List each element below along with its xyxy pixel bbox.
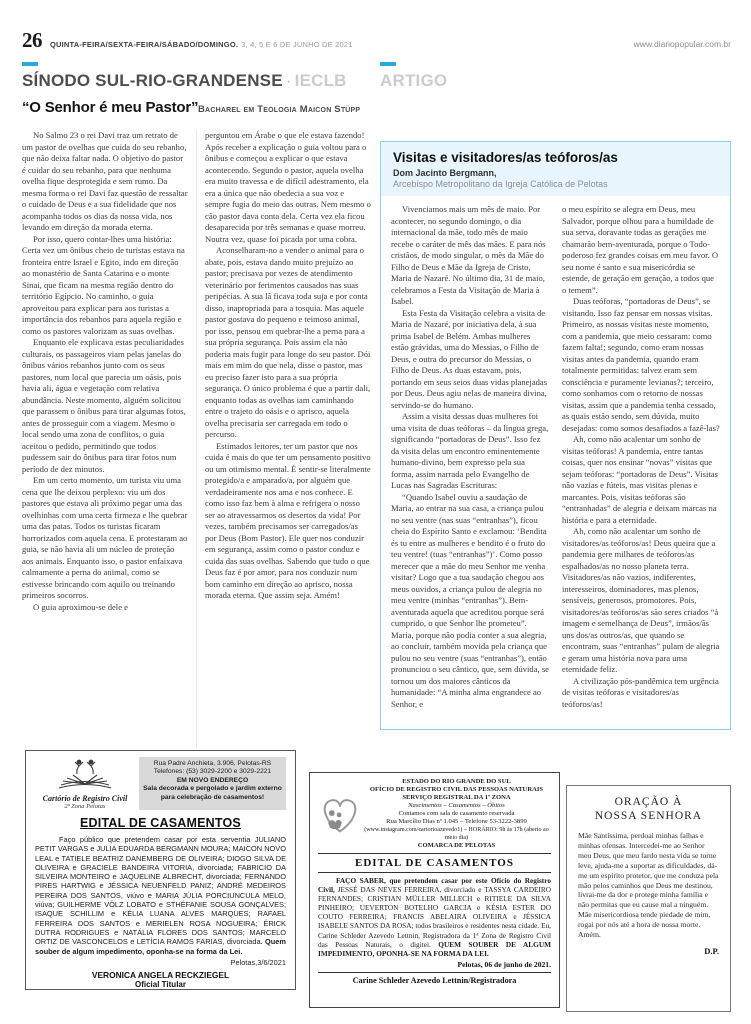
paragraph: No Salmo 23 o rei Davi traz um retrato de um pastor de ovelhas que cuida do seu rebanho, que não deixa faltar nada. O objetivo do pastor é cuidar do seu rebanho, para que nenhuma ovelha fique desprotegida e sem rumo. Da mesma forma o rei Davi faz questão de ressaltar o cuidado de Deus e a sua fidelidade que nos acompanha todos os dias da nossa vida, nos levando em direção da morada eterna.	[22, 130, 188, 232]
open-book-couple-icon	[53, 757, 117, 793]
article-body	[22, 130, 371, 748]
paragraph: Duas teóforas, “portadoras de Deus”, se visitando. Isso faz pensar em nossas visitas. Primeiro, as nossas visitas neste momento, com a pandemia, que meio cessaram: como fazem falta!; segundo, como eram nossas visitas antes da pandemia, quando eram totalmente permitidas: talvez eram sem consciência e puramente levianas?; terceiro, como sonhamos com o retorno de nossas visitas, assim que a pandemia tenha cessado, as quais estão sendo, sem dúvida, muito desejadas: como somos desafiados a fazê-las?	[562, 296, 720, 433]
prayer-signature: D.P.	[704, 945, 719, 956]
page-header	[22, 28, 731, 53]
paragraph: Por isso, quero contar-lhes uma história: Certa vez um ônibus cheio de turistas estava na fronteira entre Israel e Egito, indo em direção ao monastério de Santa Catarina e o monte Sinai, que ficam na mesma região dentro do território Egípcio. No caminho, o guia aproveitou para explicar para aos turistas a importância dos rebanhos para aquela região e como os pastores valorizam as suas ovelhas.	[22, 233, 185, 336]
registry-name: Cartório de Registro Civil	[42, 794, 128, 803]
article-column-2	[555, 204, 720, 724]
article-title-block	[381, 142, 730, 196]
section-title	[380, 71, 731, 91]
section-tag: IECLB	[294, 71, 347, 90]
paragraph: O guia aproximou-se dele e	[33, 601, 128, 612]
registry-header-lines	[362, 778, 551, 850]
paragraph: Vivenciamos mais um mês de maio. Por acontecer, no segundo domingo, o dia internacional da mãe, todo mês de maio recebe o caráter de mês das mães. E para nós cristãos, de modo singular, o mês da Mãe do Filho de Deus e Mãe da Igreja de Cristo, Maria de Nazaré. No último dia, 31 de maio, celebramos a Festa da Visitação de Maria à Isabel.	[391, 204, 546, 306]
contact-line: Rua Padre Anchieta, 3.906, Pelotas-RS	[153, 760, 272, 767]
article-author-role: Arcebispo Metropolitano da Igreja Católica de Pelotas	[393, 179, 608, 189]
official-signature: VERONICA ANGELA RECKZIEGEL	[91, 969, 230, 980]
header-line: Nascimentos – Casamentos – Óbitos	[408, 802, 505, 809]
section-label: ARTIGO	[380, 71, 448, 90]
article-column-1	[391, 204, 549, 724]
registry-logo	[35, 757, 135, 810]
registry-zone: 2ª Zona Pelotas	[64, 803, 106, 810]
prayer-text: Mãe Santíssima, perdoai minhas falhas e minhas ofensas. Intercedei-me ao Senhor meu Deus, que meu fardo nesta vida se torne leve, ajuda-me a suportar as dificuldades, dá-me um espírito protetor, que me conduza pela mão pelos caminhos que Deus me destinou, livrai-me da dor e protege minha família e não permitas que eu cause mal a ninguém. Mãe misericordiosa tende piedade de mim, rogai por nós até a hora de nossa morte. Amém.	[578, 831, 719, 940]
edital-names: JESSÉ DAS NEVES FERREIRA, divorciado e TASSYA CARDEIRO FERNANDES; CRISTIAN MÜLLER MILLECH e RITIELE DA SILVA PINHEIRO; UEVERTON BOTELHO GARCIA e KÉSIA ESTER DO COUTO FERREIRA; FRANCIS ABELAIRA OLIVEIRA e JÉSSICA ISABELE SANTOS DA ROSA; todos brasileiros e residentes nesta cidade. Eu, Carine Schleder Azevedo Lettnin, Registradora da 1ª Zona de Registro Civil das Pessoas Naturais, o digitei.	[318, 885, 551, 949]
section-title	[22, 71, 371, 91]
contact-line: Telefones: (53) 3029-2200 e 3029-2221	[153, 768, 272, 776]
paragraph: Ah, como não acalentar um sonho de visitadores/as teóforos/as! Deus queira que a pandemia gere milhares de teóforos/as espalhados/as no nosso planeta terra. Visitadores/as não vazios, indiferentes, interesseiros, dominadores, mas plenos, sensíveis, generosos, promotores. Pois, visitadores/as teóforos/as são seres criados “à imagem e semelhança de Deus”, irmãos/ãs uns dos/as outros/as, que quando se encontram, suas “entranhas” pulam de alegria e geram uma história nova para uma eternidade feliz.	[562, 526, 720, 674]
edital-title: EDITAL DE CASAMENTOS	[80, 816, 241, 830]
contact-line: Sala decorada e pergolado e jardim externo	[143, 785, 282, 793]
article-body	[381, 196, 730, 732]
edital-intro: FAÇO SABER, que pretendem casar por este Ofício do Registro Civil,	[318, 876, 551, 895]
edital-warning: QUEM SOUBER DE ALGUM IMPEDIMENTO, OPONHA-SE NA FORMA DA LEI.	[318, 939, 551, 958]
marriage-notice-ad-zone2	[25, 750, 296, 990]
header-line: SERVIÇO REGISTRAL DA 1ª ZONA	[402, 794, 511, 801]
divider	[318, 872, 551, 873]
paragraph: Esta Festa da Visitação celebra a visita de Maria de Nazaré, por iniciativa dela, à sua prima Isabel de Belém. Ambas mulheres estão grávidas, uma do Messias, o Filho de Deus, e outra do precursor do Messias, o Filho de Deus. As duas estavam, pois, portando em seus seios duas vidas planejadas por Deus. Deus agiu nelas de maneira divina, servindo-se do humano.	[391, 307, 548, 410]
article-title: Visitas e visitadores/as teóforos/as	[393, 150, 618, 165]
accent-bar	[22, 62, 38, 66]
left-article-section	[22, 62, 371, 748]
prayer-title-line1: ORAÇÃO À	[614, 796, 683, 808]
section-label: SÍNODO SUL-RIO-GRANDENSE	[22, 71, 283, 90]
ad-header	[35, 757, 286, 810]
header-line: (www.instagram.com/cartorioazevedo1) – HORÁRIO: 9h às 17h (aberto ao meio dia)	[364, 827, 549, 841]
edital-warning: Quem souber de algum impedimento, oponha-se na forma da Lei.	[35, 937, 286, 956]
registry-contact-box	[139, 757, 286, 810]
edital-body	[318, 876, 551, 958]
edital-title: EDITAL DE CASAMENTOS	[355, 857, 514, 869]
header-line: COMARCA DE PELOTAS	[417, 842, 496, 849]
paragraph: Aconselharam-no a vender o animal para o abate, pois, estava dando muito prejuízo ao pastor; precisava por vezes de atendimento veterinário por ferimentos causados nas suas peripécias. A sua lã ficava toda suja e por conta disso, inapropriada para a tosquia. Mas aquele pastor gostava do pequeno e teimoso animal, por isso, pensou em quebrar-lhe a perna para a sua própria segurança. Pois assim ela não poderia mais fugir para longe do seu pastor. Dói mais em mim do que nela, disse o pastor, mas eu preciso fazer isto para a sua própria segurança. O único problema é que a partir dali, enquanto todas as ovelhas iam caminhando entre o trajeto do oásis e o aprisco, aquela ovelha precisaria ser carregada em todo o percurso.	[205, 245, 371, 439]
article-author: Dom Jacinto Bergmann,	[393, 168, 497, 178]
page-number: 26	[22, 28, 42, 52]
paragraph: Enquanto ele explicava estas peculiaridades culturais, os passageiros viam pelas janelas do ônibus vários rebanhos junto com os seus pastores, num local que parecia um oásis, pois havia ali, água e vegetação com relativa abundância. Neste momento, alguém solicitou que parassem o ônibus para tirar algumas fotos, antes de prosseguir com a viagem. Mesmo o local sendo uma zona de conflitos, o guia aceitou o pedido, permitindo que todos pudessem sair do ônibus para tirar fotos num período de dez minutos.	[22, 337, 186, 474]
headline-row	[22, 99, 371, 121]
edital-date: Pelotas,3/6/2021	[230, 957, 286, 967]
paragraph: A civilização pós-pandêmica tem urgência de visitas teóforas e visitadores/as teóforos/as!	[562, 675, 719, 709]
article-headline: “O Senhor é meu Pastor”	[22, 99, 199, 116]
paragraph: Ah, como não acalentar um sonho de visitas teóforas! A pandemia, entre tantas coisas, quer nos ensinar “novas” visitas que sejam teóforas: “portadoras de Deus”. Visitas não vazias e fúteis, mas visitas plenas e marcantes. Pois, visitas teóforas são “entranhadas” de alegria e deixam marcas na história e para a eternidade.	[562, 434, 718, 525]
paragraph: “Quando Isabel ouviu a saudação de Maria, ao entrar na sua casa, a criança pulou no seu ventre (nas suas “entranhas”), ficou cheia do Espírito Santo e exclamou: ‘Bendita és tu entre as mulheres e bendito é o fruto do teu ventre! (tuas “entranhas”)’. Como posso merecer que a mãe do meu Senhor me venha visitar? Logo que a tua saudação chegou aos meus ouvidos, a criança pulou de alegria no meu ventre (minhas “entranhas”). Bem-aventurada aquela que acreditou porque será cumprido, o que Senhor lhe prometeu”. Maria, porque não podia conter a sua alegria, ao concluir, também movida pela criança que pulou no seu ventre (suas “entranhas”), então pronunciou o seu cântico, que, sem dúvida, se tornou um dos maiores cânticos da humanidade: “A minha alma engrandece ao Senhor, e	[391, 491, 549, 709]
header-line: Rua Marcílio Dias nº 1.045 – Telefone 53-3222-3899	[386, 818, 527, 825]
header-line: OFÍCIO DE REGISTRO CIVIL DAS PESSOAS NATURAIS	[369, 786, 544, 793]
prayer-ad	[566, 785, 731, 1012]
article-byline: Bacharel em Teologia Maicon Stüpp	[198, 104, 361, 115]
ad-header	[318, 778, 551, 850]
article-column-2	[196, 130, 371, 748]
paragraph: o meu espírito se alegra em Deus, meu Salvador, porque olhou para a humildade de sua serva, doravante todas as gerações me chamarão bem-aventurada, porque o Todo-poderoso fez grandes coisas em meu favor. O seu nome é santo e sua misericórdia se estende, de geração em geração, a todos que o temem”.	[562, 204, 719, 295]
divider	[318, 972, 551, 973]
official-title: Oficial Titular	[135, 979, 186, 989]
paragraph: Estimados leitores, ter um pastor que nos cuida é mais do que ter um pensamento positivo ou um otimismo mental. É sentir-se literalmente protegido/a e amparado/a, por alguém que verdadeiramente nos ama e nos conhece. E como isso faz bem à alma e refrigera o nosso ser ao atravessarmos os desertos da vida! Por vezes, também precisamos ser carregados/as por Deus (Bom Pastor). Ele quer nos conduzir em segurança, assim como o pastor conduz e cuida das suas ovelhas. Sabendo que tudo o que Deus faz é por amor, para nos conduzir num bom caminho em direção ao aprisco, nossa morada eterna. Que assim seja. Amém!	[205, 440, 371, 600]
header-line: Contamos com sala de casamento reservada	[398, 810, 515, 817]
heart-family-icon	[318, 793, 362, 835]
divider	[318, 853, 551, 854]
prayer-title	[578, 795, 719, 823]
accent-bar	[380, 62, 396, 66]
paragraph: Assim a visita dessas duas mulheres foi uma visita de duas teóforas – da língua grega, significando “portadoras de Deus”. Isso fez da visita delas um encontro eminentemente humano-divino, bem expresso pela sua forma, assim narrada pelo Evangelho de Lucas nas Sagradas Escrituras:	[391, 411, 549, 490]
edital-date: Pelotas, 06 de junho de 2021.	[457, 959, 551, 969]
right-article-section	[380, 62, 731, 730]
edital-text: Faço público que pretendem casar por esta serventia JULIANO PETIT VARGAS e JULIA EDUARDA BERGMANN MOURA; MAICON NOVO LEAL e TATIELE BEATRIZ DANEMBERG DE OLIVEIRA; DIOGO SILVA DE OLIVEIRA e GRACIELE BANDEIRA VITORIA, divorciada; FABRICIO DA SILVEIRA MONTEIRO e JAQUELINE ALBRECHT, divorciada; FERNANDO PIRES HARTWIG e JÉSSICA NEUENFELD PANIZ; ANDRÉ MEDEIROS PEREIRA DOS SANTOS, viúvo e MARIA JÚLIA PORCIUNCULA MELO, viúva; GUILHERME VÖLZ LOBATO e STHÉFANIE SOUSA GONÇALVES; ISAQUE SCHILLIM e KÉLIA LUANA ALVES MARQUES; RAFAEL FERREIRA DOS SANTOS e MERIELEN ROSA NOGUEIRA; ÉRICK DUTRA RODRIGUES e NATÁLIA FLORES DOS SANTOS; MARCELO ORTIZ DE VASCONCELOS e LETÍCIA RAMOS FARIAS, divorciada.	[35, 835, 286, 947]
marriage-notice-ad-zone1	[309, 772, 560, 1008]
official-signature: Carine Schleder Azevedo Lettnin/Registradora	[352, 975, 517, 985]
article-column-1	[22, 130, 188, 748]
edition-days: QUINTA-FEIRA/SEXTA-FEIRA/SÁBADO/DOMINGO.	[50, 40, 239, 49]
paragraph: perguntou em Árabe o que ele estava fazendo! Após receber a explicação o guia voltou para o ônibus e começou a explicar o que estava acontecendo. Segundo o pastor, aquela ovelha era muito travessa e de difícil adestramento, ela era a única que não obedecia a sua voz e sempre fugia do meio das outras. Nem mesmo o cão pastor dava conta dela. Certa vez ela ficou desaparecida por três semanas e quase morreu. Noutra vez, quase foi picada por uma cobra.	[205, 130, 371, 244]
contact-line: para celebração de casamentos!	[160, 793, 265, 801]
prayer-title-line2: NOSSA SENHORA	[594, 810, 703, 822]
section-separator: ·	[285, 71, 292, 90]
article-box	[380, 141, 731, 730]
header-line: ESTADO DO RIO GRANDE DO SUL	[402, 778, 511, 785]
contact-line: EM NOVO ENDEREÇO	[176, 776, 249, 784]
paragraph: Em um certo momento, um turista viu uma cena que lhe deixou perplexo: viu um dos pastores que estava ali próximo pegar uma das ovelhinhas com uma certa firmeza e lhe quebrar uma das patas. Todos os turistas ficaram horrorizados com aquela cena. E protestaram ao guia, se não havia ali um núcleo de proteção aos animais. Enquanto isso, o pastor enfaixava calmamente a perna do animal, como se estivesse brincando com aquilo ou treinando primeiros socorros.	[22, 475, 188, 600]
edition-date: 3, 4, 5 E 6 DE JUNHO DE 2021	[241, 40, 353, 49]
website-url: www.diariopopular.com.br	[633, 39, 731, 49]
edital-body	[35, 835, 286, 956]
